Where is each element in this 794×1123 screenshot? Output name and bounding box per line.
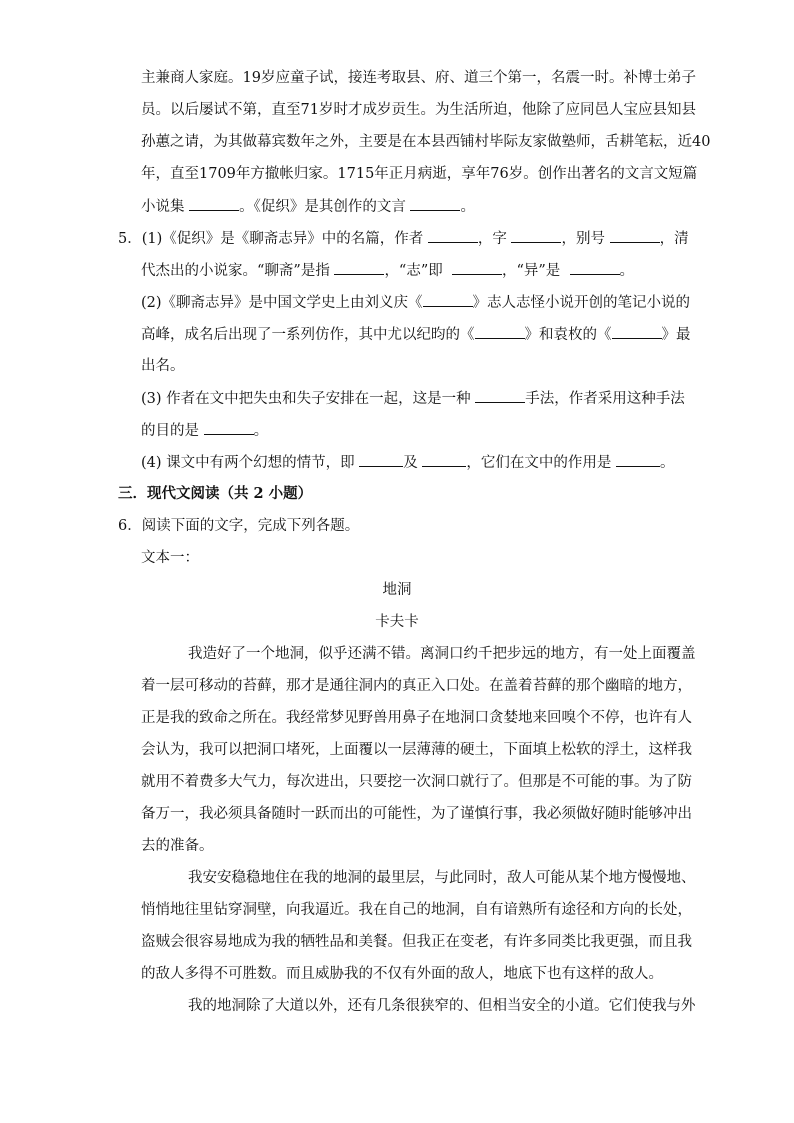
intro-line-3: 孙蕙之请，为其做幕宾数年之外，主要是在本县西铺村毕际友家做塾师，舌耕笔耘，近40 bbox=[141, 134, 711, 150]
passage-line: 我的地洞除了大道以外，还有几条很狭窄的、但相当安全的小道。它们使我与外 bbox=[188, 998, 696, 1014]
q5-part2-line-3: 出名。 bbox=[141, 358, 185, 374]
q5-text: 》和袁枚的《 bbox=[524, 327, 612, 343]
passage-author: 卡夫卡 bbox=[375, 614, 419, 630]
intro-line-5-part-a: 小说集 bbox=[141, 199, 185, 215]
q5-text: 手法，作者采用这种手法 bbox=[525, 391, 685, 407]
text-label: 文本一： bbox=[141, 550, 199, 566]
intro-line-5-part-c: 。 bbox=[460, 199, 475, 215]
q5-text: ，清 bbox=[659, 231, 689, 247]
passage-line: 正是我的致命之所在。我经常梦见野兽用鼻子在地洞口贪婪地来回嗅个不停，也许有人 bbox=[141, 710, 692, 726]
q5-text: (2)《聊斋志异》是中国文学史上由刘义庆《 bbox=[141, 295, 423, 311]
answer-blank[interactable] bbox=[610, 228, 660, 243]
intro-line-2: 员。以后屡试不第，直至71岁时才成岁贡生。为生活所迫，他除了应同邑人宝应县知县 bbox=[141, 102, 696, 118]
passage-line: 去的准备。 bbox=[141, 838, 214, 854]
passage-line: 着一层可移动的苔藓，那才是通往洞内的真正入口处。在盖着苔藓的那个幽暗的地方， bbox=[141, 678, 692, 694]
intro-line-5-part-b: 。《促织》是其创作的文言 bbox=[239, 199, 406, 215]
passage-line: 悄悄地往里钻穿洞壁，向我逼近。我在自己的地洞，自有谙熟所有途径和方向的长处， bbox=[141, 902, 692, 918]
passage-line: 会认为，我可以把洞口堵死，上面覆以一层薄薄的硬土，下面填上松软的浮土，这样我 bbox=[141, 742, 692, 758]
answer-blank[interactable] bbox=[511, 228, 561, 243]
intro-line-5 bbox=[141, 196, 475, 217]
q5-text: ，字 bbox=[477, 231, 507, 247]
intro-line-1: 主兼商人家庭。19岁应童子试，接连考取县、府、道三个第一，名震一时。补博士弟子 bbox=[141, 70, 696, 86]
q5-part2-line-1 bbox=[141, 292, 690, 313]
answer-blank[interactable] bbox=[359, 452, 403, 467]
answer-blank[interactable] bbox=[452, 260, 502, 275]
intro-line-4: 年，直至1709年方撤帐归家。1715年正月病逝，享年76岁。创作出著名的文言文短篇 bbox=[141, 166, 698, 182]
passage-line: 我造好了一个地洞，似乎还满不错。离洞口约千把步远的地方，有一处上面覆盖 bbox=[188, 646, 696, 662]
q5-text: 高峰，成名后出现了一系列仿作，其中尤以纪昀的《 bbox=[141, 327, 475, 343]
passage-line: 盗贼会很容易地成为我的牺牲品和美餐。但我正在变老，有许多同类比我更强，而且我 bbox=[141, 934, 692, 950]
answer-blank[interactable] bbox=[423, 292, 473, 307]
q5-text: 。 bbox=[659, 455, 675, 471]
q5-text: 5．(1)《促织》是《聊斋志异》中的名篇，作者 bbox=[118, 231, 424, 247]
passage-line: 就用不着费多大气力，每次进出，只要挖一次洞口就行了。但那是不可能的事。为了防 bbox=[141, 774, 692, 790]
q5-text: 。 bbox=[619, 263, 635, 279]
answer-blank[interactable] bbox=[422, 452, 466, 467]
q5-line-2 bbox=[141, 260, 634, 281]
answer-blank[interactable] bbox=[410, 196, 460, 211]
passage-line: 的敌人多得不可胜数。而且威胁我的不仅有外面的敌人，地底下也有这样的敌人。 bbox=[141, 966, 663, 982]
answer-blank[interactable] bbox=[204, 420, 254, 435]
answer-blank[interactable] bbox=[189, 196, 239, 211]
q5-part3-line-2 bbox=[141, 420, 268, 441]
q5-text: 》最 bbox=[661, 327, 691, 343]
answer-blank[interactable] bbox=[570, 260, 620, 275]
q5-text: 》志人志怪小说开创的笔记小说的 bbox=[472, 295, 691, 311]
q6-prompt: 6．阅读下面的文字，完成下列各题。 bbox=[118, 518, 360, 534]
q5-part3-line-1 bbox=[141, 388, 685, 409]
q5-text: 及 bbox=[403, 455, 418, 471]
q5-text: 代杰出的小说家。“聊斋”是指 bbox=[141, 263, 330, 279]
q5-part2-line-2 bbox=[141, 324, 691, 345]
answer-blank[interactable] bbox=[428, 228, 478, 243]
passage-title: 地洞 bbox=[382, 582, 412, 598]
q5-text: ，别号 bbox=[561, 231, 605, 247]
q5-text: (4) 课文中有两个幻想的情节，即 bbox=[141, 455, 355, 471]
answer-blank[interactable] bbox=[475, 388, 525, 403]
q5-text: ，它们在文中的作用是 bbox=[466, 455, 612, 471]
q5-text: ，“异”是 bbox=[501, 263, 561, 279]
q5-line-1 bbox=[118, 228, 689, 249]
answer-blank[interactable] bbox=[612, 324, 662, 339]
answer-blank[interactable] bbox=[616, 452, 660, 467]
q5-text: (3) 作者在文中把失虫和失子安排在一起，这是一种 bbox=[141, 391, 471, 407]
q5-part4-line-1 bbox=[141, 452, 674, 473]
q5-text: ，“志”即 bbox=[384, 263, 443, 279]
passage-line: 备万一，我必须具备随时一跃而出的可能性，为了谨慎行事，我必须做好随时能够冲出 bbox=[141, 806, 692, 822]
answer-blank[interactable] bbox=[334, 260, 384, 275]
passage-line: 我安安稳稳地住在我的地洞的最里层，与此同时，敌人可能从某个地方慢慢地、 bbox=[188, 870, 696, 886]
q5-text: 。 bbox=[253, 423, 269, 439]
answer-blank[interactable] bbox=[475, 324, 525, 339]
section-heading: 三．现代文阅读（共 2 小题） bbox=[118, 485, 313, 502]
q5-text: 的目的是 bbox=[141, 423, 199, 439]
